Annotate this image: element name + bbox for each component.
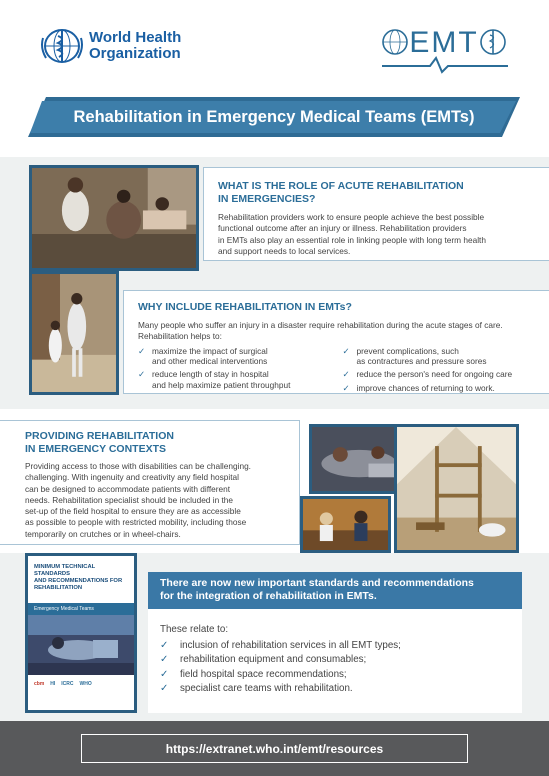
checkmark-icon: ✓ — [160, 654, 169, 665]
acute-rehab-box — [203, 167, 549, 261]
emergency-contexts-heading: PROVIDING REHABILITATION IN EMERGENCY CONTEXTS — [25, 430, 174, 455]
list-item: ✓ specialist care teams with rehabilitation. — [160, 682, 510, 697]
why-include-heading: WHY INCLUDE REHABILITATION IN EMTs? — [138, 301, 352, 313]
photo-tent-clinic — [300, 496, 391, 553]
checkmark-icon: ✓ — [160, 683, 169, 694]
checkmark-icon: ✓ — [160, 639, 169, 651]
acute-rehab-body: Rehabilitation providers work to ensure people achieve the best possible functional outcome after an injury or illness. Rehabilitation providers in EMTs also play an essential role in linking people with long term health and support needs to local services. — [218, 212, 486, 256]
helps-list-left — [138, 346, 333, 397]
hi-logo: HI — [50, 681, 56, 687]
book-cover-image — [28, 615, 134, 675]
list-item: ✓ improve chances of returning to work. — [342, 382, 495, 393]
book-subtitle-band: Emergency Medical Teams — [28, 603, 134, 615]
relate-label: These relate to: — [160, 624, 229, 635]
page-title: Rehabilitation in Emergency Medical Teams (EMTs) — [73, 107, 475, 126]
list-item: ✓ rehabilitation equipment and consumables; — [160, 653, 510, 668]
who-small-logo: WHO — [79, 681, 92, 687]
helps-label: Rehabilitation helps to: — [138, 331, 222, 342]
checkmark-icon: ✓ — [138, 369, 146, 380]
cbm-logo: cbm — [34, 681, 45, 687]
standards-headline: There are now new important standards and recommendations for the integration of rehabilitation in EMTs. — [148, 572, 522, 609]
acute-rehab-heading: WHAT IS THE ROLE OF ACUTE REHABILITATION IN EMERGENCIES? — [218, 180, 464, 205]
list-item: ✓ inclusion of rehabilitation services in all EMT types; — [160, 639, 510, 654]
photo-therapy-session — [29, 165, 199, 271]
book-partner-logos — [34, 681, 92, 687]
emt-logo-text: EMT — [409, 26, 479, 59]
standards-book-cover — [25, 553, 137, 713]
list-item: ✓ reduce the person's need for ongoing care — [342, 369, 513, 380]
why-include-box — [123, 290, 549, 394]
header — [0, 0, 549, 95]
checkmark-icon: ✓ — [138, 345, 146, 356]
checkmark-icon: ✓ — [160, 668, 169, 680]
emt-logo — [380, 22, 510, 74]
standards-list-box — [148, 609, 522, 713]
list-item: ✓ prevent complications, such as contractures and pressure sores — [342, 345, 487, 366]
org-name-line2: Organization — [89, 45, 181, 62]
helps-list — [138, 346, 537, 397]
book-title: MINIMUM TECHNICAL STANDARDS AND RECOMMENDATIONS FOR REHABILITATION — [34, 564, 123, 591]
why-include-intro: Many people who suffer an injury in a disaster require rehabilitation during the acute stages of care. — [138, 320, 503, 330]
helps-list-right — [343, 346, 538, 397]
title-banner — [28, 97, 520, 137]
org-name-line1: World Health — [89, 29, 182, 46]
list-item: ✓ field hospital space recommendations; — [160, 668, 510, 683]
who-logo-text — [89, 30, 181, 62]
photo-walking-assistance — [29, 271, 119, 395]
icrc-logo: ICRC — [61, 681, 74, 687]
emergency-contexts-box — [0, 420, 300, 545]
photo-rehab-equipment — [394, 424, 519, 553]
who-emblem-icon — [40, 26, 84, 66]
checkmark-icon: ✓ — [342, 369, 350, 380]
resources-link[interactable]: https://extranet.who.int/emt/resources — [81, 734, 468, 763]
checkmark-icon: ✓ — [342, 382, 350, 393]
emergency-contexts-body: Providing access to those with disabilities can be challenging. challenging. With ingenuity and creativity any field hospital can be designed to accommodate patients with different needs. Rehabilitation specialist should be included in the set-up of the field hospital to ensure they are as accessible as possible to people with restricted mobility, including those temporarily on crutches or in wheel-chairs. — [25, 461, 251, 539]
list-item: ✓ maximize the impact of surgical and other medical interventions — [138, 345, 268, 366]
checkmark-icon: ✓ — [342, 345, 350, 356]
list-item: ✓ reduce length of stay in hospital and help maximize patient throughput — [138, 369, 291, 390]
